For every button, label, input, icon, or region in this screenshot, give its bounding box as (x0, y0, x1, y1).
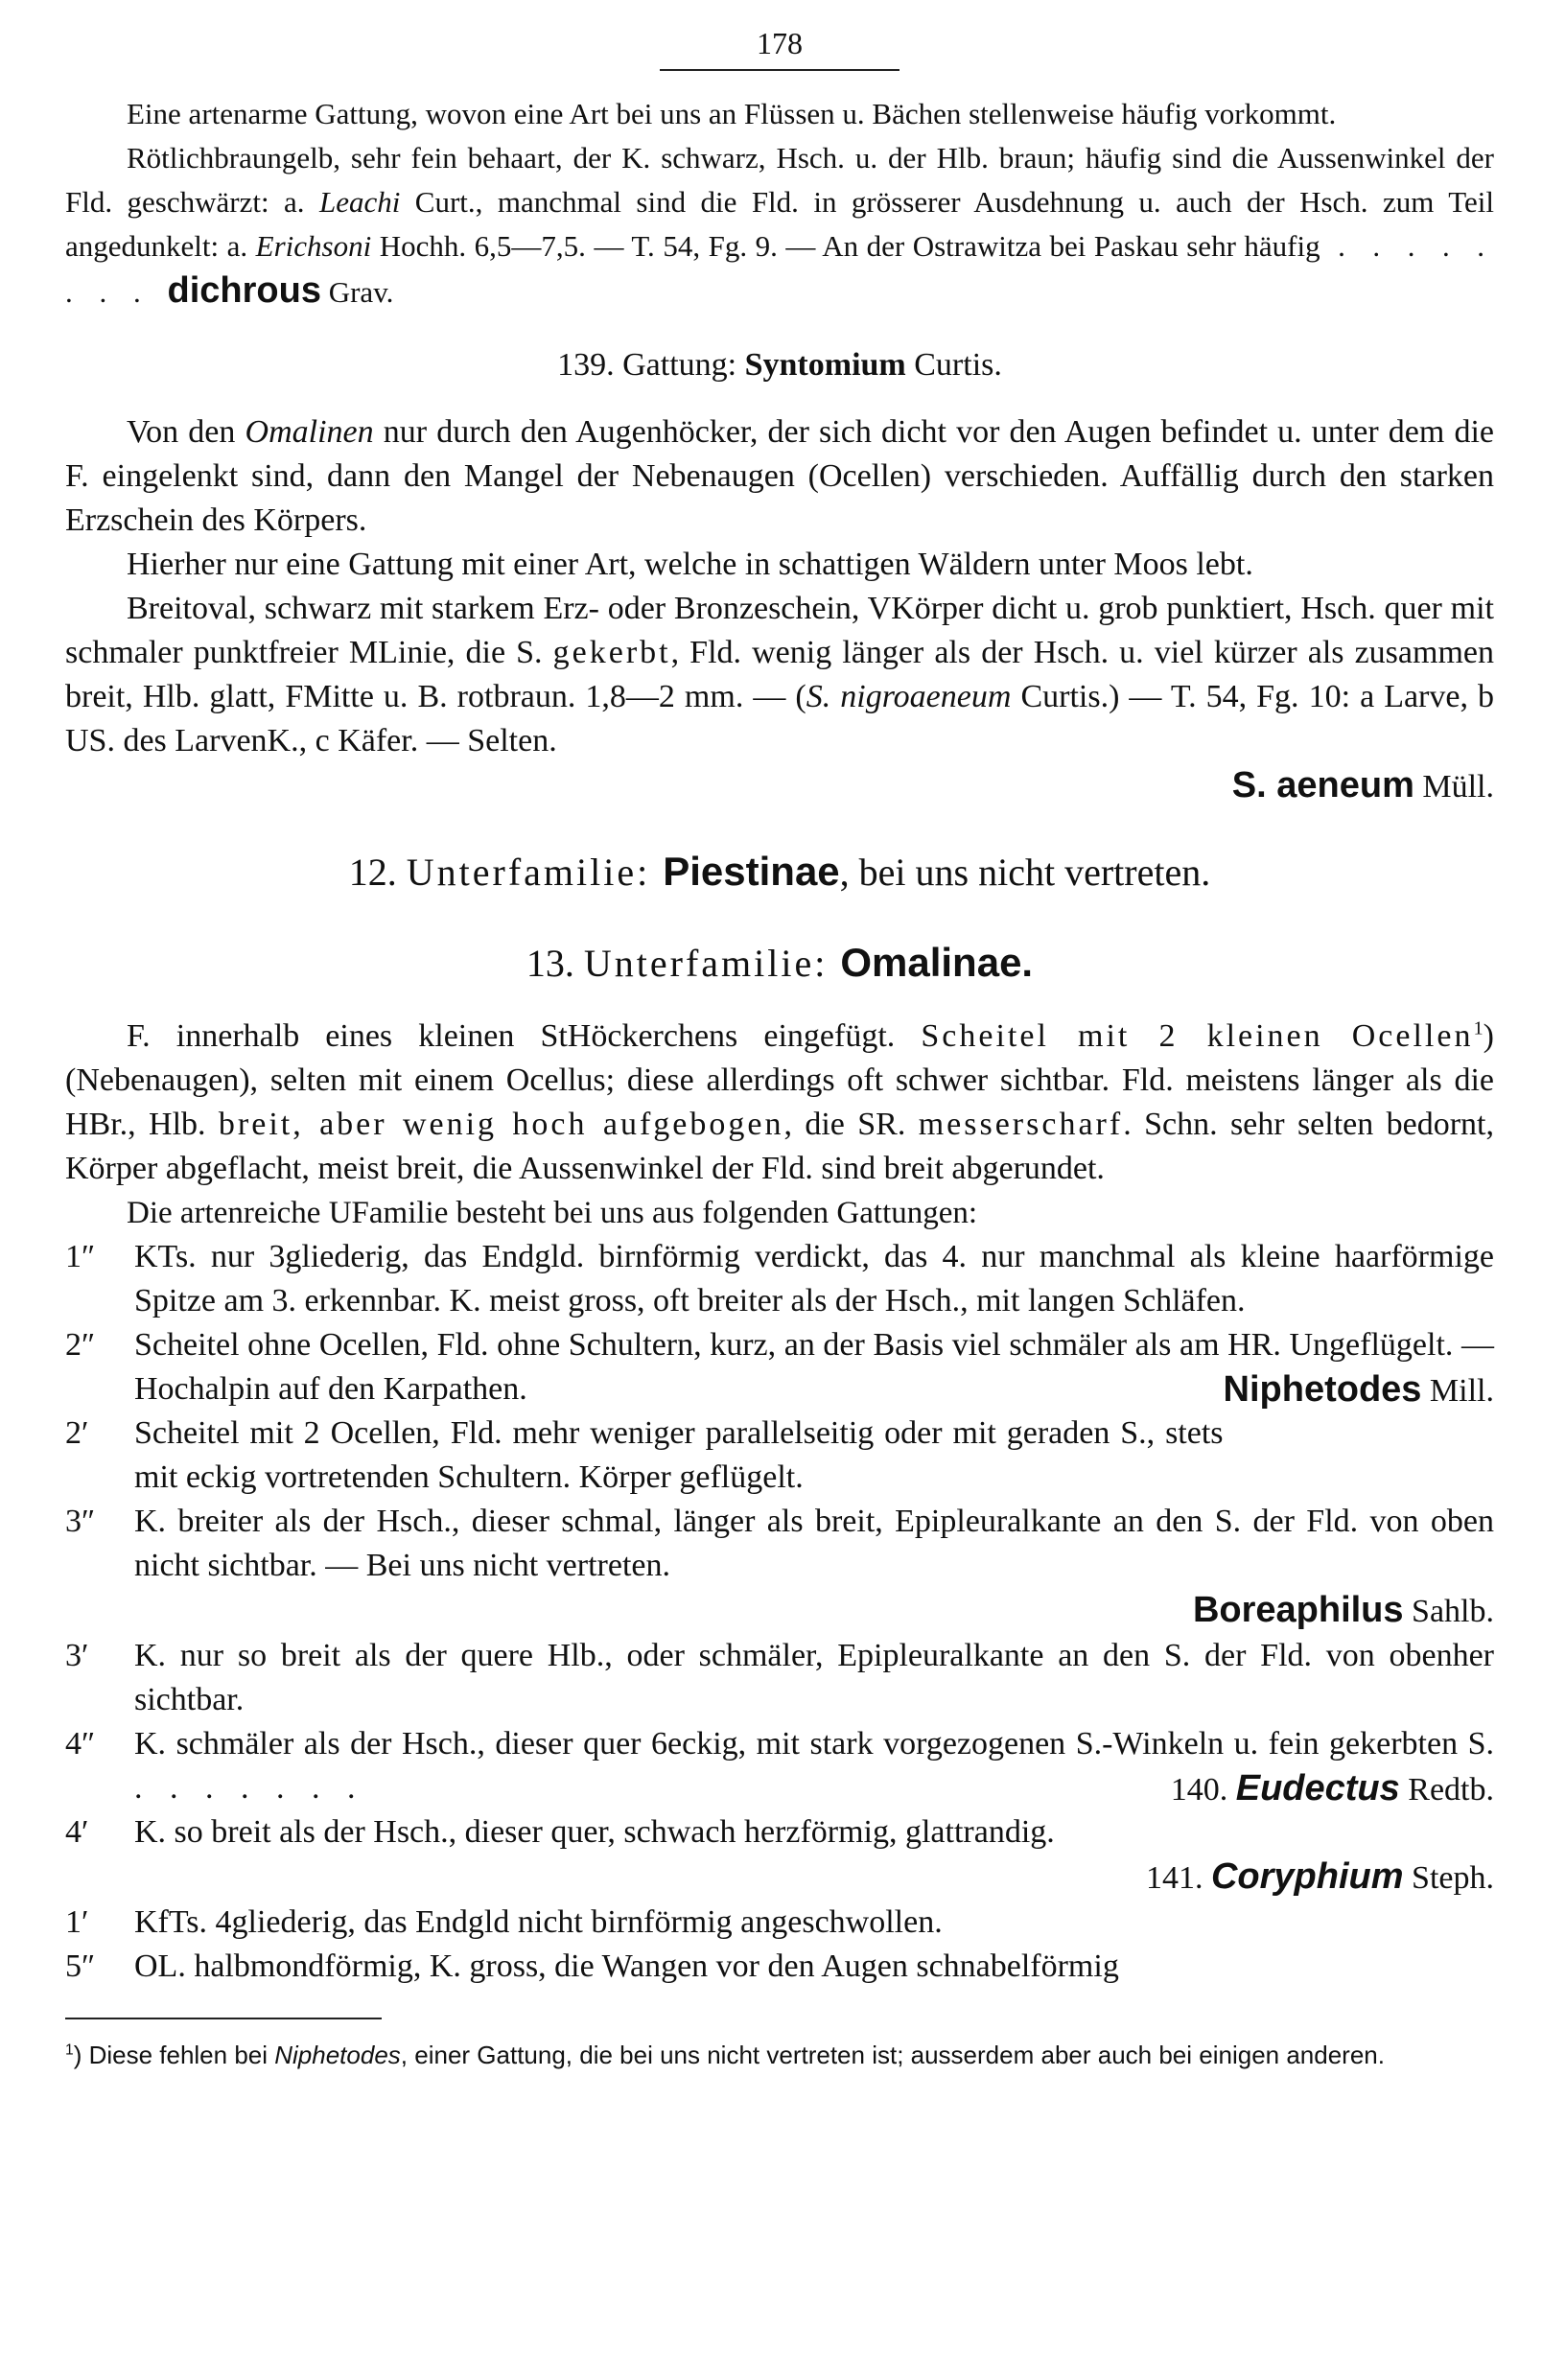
key-entry: 1′ KfTs. 4gliederig, das Endgld nicht birnförmig angeschwollen. (65, 1904, 943, 1940)
key-entry: 2″ Scheitel ohne Ocellen, Fld. ohne Schultern, kurz, an der Basis viel schmäler als am HR. Ungeflügelt. — Hochalpin auf den Karpathen. Niphetodes Mill. (65, 1327, 1494, 1410)
key-entry: 5″ OL. halbmondförmig, K. gross, die Wangen vor den Augen schnabelförmig (65, 1948, 1119, 1984)
subfamily-heading-omalinae: 13. Unterfamilie: Omalinae. (526, 940, 1034, 985)
syntomium-para-3: Breitoval, schwarz mit starkem Erz- oder Bronzeschein, VKörper dicht u. grob punktiert, Hsch. quer mit schmaler punktfreier MLinie, die S. gekerbt, Fld. wenig länger als der Hsch. u. viel kürzer als zusammen breit, Hlb. glatt, FMitte u. B. rotbraun. 1,8—2 mm. — (S. nigroaeneum Curtis.) — T. 54, Fg. 10: a Larve, b US. des LarvenK., c Käfer. — Selten. (65, 591, 1494, 758)
genus-eudectus: Eudectus (1235, 1768, 1400, 1808)
identification-key (65, 1235, 1494, 1989)
genus-coryphium: Coryphium (1210, 1856, 1404, 1897)
omalinae-description: F. innerhalb eines kleinen StHöckerchens eingefügt. Scheitel mit 2 kleinen Ocellen$^1$) (Nebenaugen), selten mit einem Ocellus; diese allerdings oft schwer sichtbar. Fld. meistens länger als die HBr., Hlb. breit, aber wenig hoch aufgebogen, die SR. messerscharf. Schn. sehr selten bedornt, Körper abgeflacht, meist breit, die Aussenwinkel der Fld. sind breit abgerundet. (65, 1017, 1494, 1186)
genus-heading-syntomium: 139. Gattung: Syntomium Curtis. (557, 347, 1002, 383)
variety-leachi: Leachi (318, 185, 401, 219)
page-number: 178 (757, 26, 803, 60)
species-aeneum: S. aeneum (1231, 765, 1414, 805)
key-entry: 4″ K. schmäler als der Hsch., dieser quer 6eckig, mit stark vorgezogenen S.-Winkeln u. fein gekerbten S. . . . . . . . 140. Eudectus Redtb. (65, 1726, 1494, 1808)
key-entry: 3′ K. nur so breit als der quere Hlb., oder schmäler, Epipleuralkante an den S. der Fld. von obenher sichtbar. (65, 1638, 1494, 1717)
footnote: $^1$) Diese fehlen bei Niphetodes, einer Gattung, die bei uns nicht vertreten ist; ausserdem aber auch bei einigen anderen. (65, 2041, 1385, 2069)
genus-boreaphilus: Boreaphilus (1192, 1590, 1404, 1630)
page (65, 19, 1494, 2071)
dichrous-description: Rötlichbraungelb, sehr fein behaart, der K. schwarz, Hsch. u. der Hlb. braun; häufig sind die Aussenwinkel der Fld. geschwärzt: a. Leachi Curt., manchmal sind die Fld. in grösserer Ausdehnung u. auch der Hsch. zum Teil angedunkelt: a. Erichsoni Hochh. 6,5—7,5. — T. 54, Fg. 9. — An der Ostrawitza bei Paskau sehr häufig . . . . . . . . dichrous Grav. (65, 141, 1494, 311)
key-entry: 4′ K. so breit als der Hsch., dieser quer, schwach herzförmig, glattrandig. 141. Coryphium Steph. (65, 1814, 1494, 1897)
omalinae-key-intro: Die artenreiche UFamilie besteht bei uns aus folgenden Gattungen: (127, 1196, 978, 1230)
header-rule (660, 69, 900, 71)
variety-erichsoni: Erichsoni (255, 229, 372, 263)
key-entry: 2′ Scheitel mit 2 Ocellen, Fld. mehr weniger parallelseitig oder mit geraden S., stets mit eckig vortretenden Schultern. Körper geflügelt. (65, 1415, 1224, 1495)
syntomium-para-2: Hierher nur eine Gattung mit einer Art, welche in schattigen Wäldern unter Moos lebt. (127, 547, 1253, 582)
subfamily-heading-piestinae: 12. Unterfamilie: Piestinae, bei uns nicht vertreten. (348, 849, 1211, 894)
species-dichrous: dichrous (167, 270, 321, 311)
footnote-rule (65, 2018, 382, 2019)
genus-niphetodes: Niphetodes (1223, 1369, 1422, 1410)
species-aeneum-line: S. aeneum Müll. (1231, 765, 1494, 805)
key-entry: 1″ KTs. nur 3gliederig, das Endgld. birnförmig verdickt, das 4. nur manchmal als kleine haarförmige Spitze am 3. erkennbar. K. meist gross, oft breiter als der Hsch., mit langen Schläfen. (65, 1239, 1494, 1318)
footnote-ref: 1 (1473, 1017, 1484, 1039)
syntomium-para-1: Von den Omalinen nur durch den Augenhöcker, der sich dicht vor den Augen befindet u. unter dem die F. eingelenkt sind, dann den Mangel der Nebenaugen (Ocellen) verschieden. Auffällig durch den starken Erzschein des Körpers. (65, 414, 1494, 538)
key-entry: 3″ K. breiter als der Hsch., dieser schmal, länger als breit, Epipleuralkante an den S. der Fld. von oben nicht sichtbar. — Bei uns nicht vertreten. Boreaphilus Sahlb. (65, 1504, 1494, 1630)
genus-name-syntomium: Syntomium (744, 347, 906, 383)
genus-intro: Eine artenarme Gattung, wovon eine Art bei uns an Flüssen u. Bächen stellenweise häufig vorkommt. (127, 97, 1337, 130)
